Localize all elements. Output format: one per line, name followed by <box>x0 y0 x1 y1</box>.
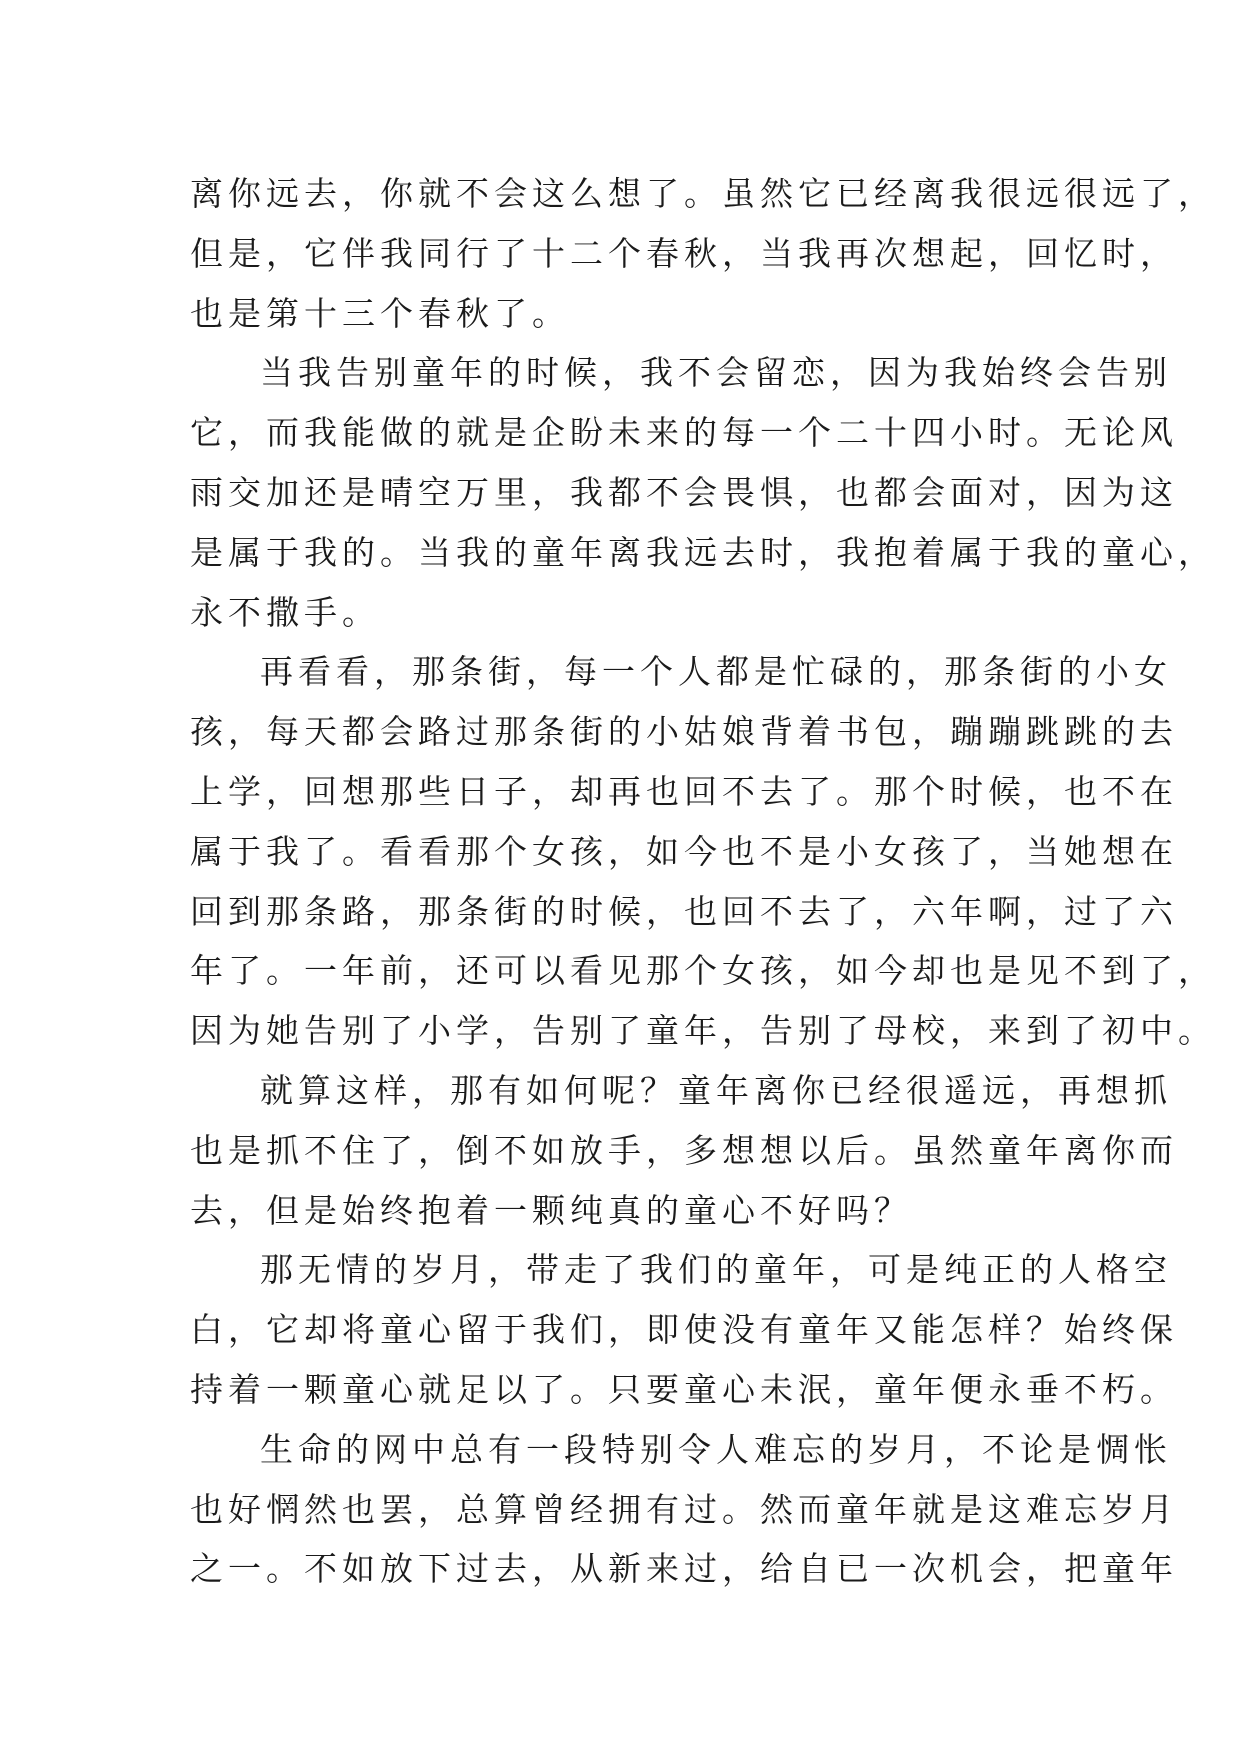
text-line: 也是抓不住了，倒不如放手，多想想以后。虽然童年离你而 <box>190 1130 1178 1170</box>
text-line: 也好惘然也罢，总算曾经拥有过。然而童年就是这难忘岁月 <box>190 1489 1178 1529</box>
text-line: 去，但是始终抱着一颗纯真的童心不好吗？ <box>190 1190 912 1230</box>
text-line: 但是，它伴我同行了十二个春秋，当我再次想起，回忆时， <box>190 233 1178 273</box>
text-line: 之一。不如放下过去，从新来过，给自已一次机会，把童年 <box>190 1549 1178 1589</box>
paragraph-first-line: 就算这样，那有如何呢？童年离你已经很遥远，再想抓 <box>260 1070 1172 1110</box>
paragraph-first-line: 再看看，那条街，每一个人都是忙碌的，那条街的小女 <box>260 652 1172 692</box>
text-line: 孩，每天都会路过那条街的小姑娘背着书包，蹦蹦跳跳的去 <box>190 712 1178 752</box>
text-line: 雨交加还是晴空万里，我都不会畏惧，也都会面对，因为这 <box>190 472 1178 512</box>
text-line: 持着一颗童心就足以了。只要童心未泯，童年便永垂不朽。 <box>190 1369 1178 1409</box>
paragraph-first-line: 那无情的岁月，带走了我们的童年，可是纯正的人格空 <box>260 1250 1172 1290</box>
text-line: 离你远去，你就不会这么想了。虽然它已经离我很远很远了， <box>190 174 1216 213</box>
paragraph-first-line: 当我告别童年的时候，我不会留恋，因为我始终会告别 <box>260 353 1172 393</box>
text-line: 年了。一年前，还可以看见那个女孩，如今却也是见不到了， <box>190 951 1216 991</box>
body-text <box>190 164 1216 1599</box>
text-line: 回到那条路，那条街的时候，也回不去了，六年啊，过了六 <box>190 891 1178 931</box>
text-line: 属于我了。看看那个女孩，如今也不是小女孩了，当她想在 <box>190 831 1178 871</box>
text-line: 因为她告别了小学，告别了童年，告别了母校，来到了初中。 <box>190 1011 1216 1051</box>
paragraph-first-line: 生命的网中总有一段特别令人难忘的岁月，不论是惆怅 <box>260 1429 1172 1469</box>
text-line: 也是第十三个春秋了。 <box>190 293 570 333</box>
text-line: 是属于我的。当我的童年离我远去时，我抱着属于我的童心， <box>190 532 1216 572</box>
text-line: 上学，回想那些日子，却再也回不去了。那个时候，也不在 <box>190 771 1178 811</box>
text-line: 永不撒手。 <box>190 592 380 632</box>
text-line: 白，它却将童心留于我们，即使没有童年又能怎样？始终保 <box>190 1310 1178 1350</box>
text-line: 它，而我能做的就是企盼未来的每一个二十四小时。无论风 <box>190 413 1178 453</box>
